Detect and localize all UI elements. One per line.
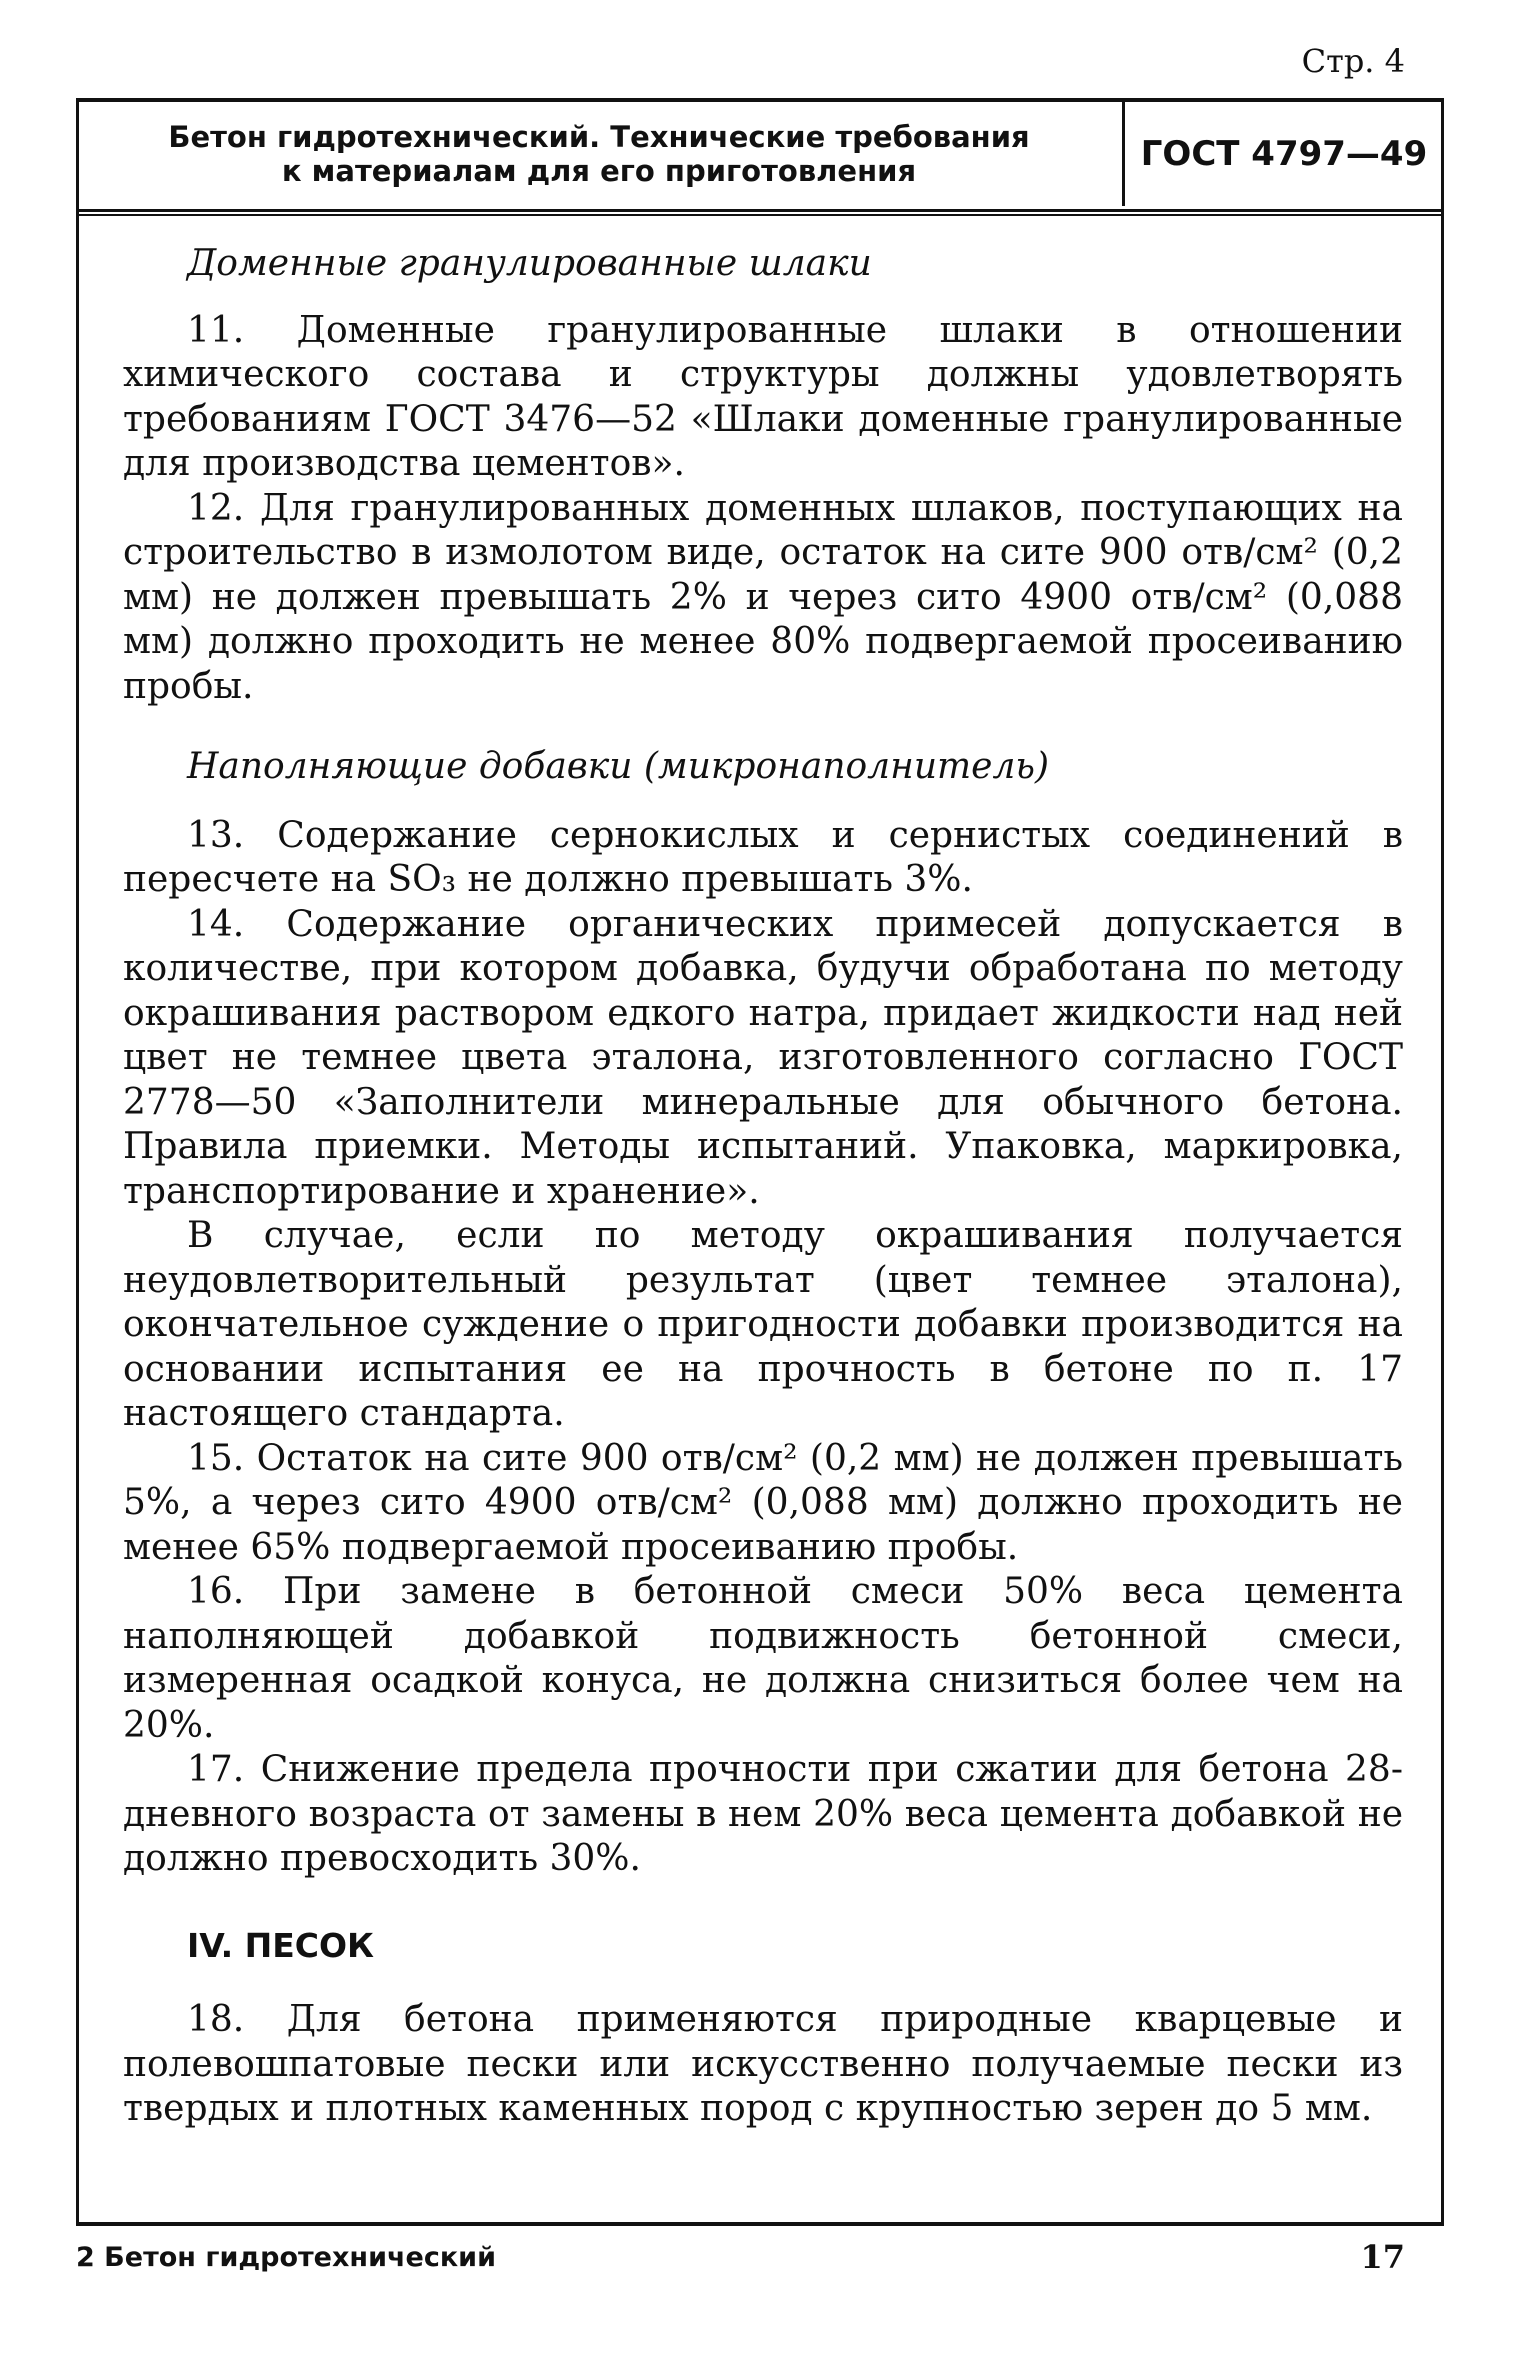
paragraph-13: 13. Содержание сернокислых и сернистых соединений в пересчете на SO₃ не должно превышать 3%. [123,814,1403,900]
page-frame [76,98,1444,2226]
paragraph-16: 16. При замене в бетонной смеси 50% веса цемента наполняющей добавкой подвижность бетонной смеси, измеренная осадкой конуса, не должна снизиться более чем на 20%. [123,1571,1403,1746]
header-title-line2: к материалам для его приготовления [281,154,917,188]
paragraph-11: 11. Доменные гранулированные шлаки в отношении химического состава и структуры должны удовлетворять требованиям ГОСТ 3476—52 «Шлаки доменные гранулированные для производства цементов». [123,309,1403,484]
paragraph-15: 15. Остаток на сите 900 отв/см² (0,2 мм) не должен превышать 5%, а через сито 4900 отв/см² (0,088 мм) должно проходить не менее 65% подвергаемой просеиванию пробы. [123,1437,1403,1568]
header-title-line1: Бетон гидротехнический. Технические требования [168,120,1030,154]
standard-code: ГОСТ 4797—49 [1140,134,1428,174]
paragraph-14: 14. Содержание органических примесей допускается в количестве, при котором добавка, будучи обработана по методу окрашивания раствором едкого натра, придает жидкости над ней цвет не темнее цвета эталона, изготовленного согласно ГОСТ 2778—50 «Заполнители минеральные для обычного бетона. Правила приемки. Методы испытаний. Упаковка, маркировка, транспортирование и хранение». [123,903,1403,1212]
paragraph-18: 18. Для бетона применяются природные кварцевые и полевошпатовые пески или искусственно получаемые пески из твердых и плотных каменных пород с крупностью зерен до 5 мм. [123,1999,1403,2129]
page-number: 17 [1360,2238,1405,2276]
header-rule [79,214,1441,216]
paragraph-12: 12. Для гранулированных доменных шлаков, поступающих на строительство в измолотом виде, остаток на сите 900 отв/см² (0,2 мм) не должен превышать 2% и через сито 4900 отв/см² (0,088 мм) должно проходить не менее 80% подвергаемой просеиванию пробы. [123,487,1403,707]
footer-signature: 2 Бетон гидротехнический [76,2242,497,2273]
section-title-sand: IV. ПЕСОК [187,1925,374,1965]
document-body [123,242,1403,2132]
header-title [79,120,1119,188]
section-title-filler: Наполняющие добавки (микронаполнитель) [187,746,1050,787]
paragraph-14-note: В случае, если по методу окрашивания получается неудовлетворительный результат (цвет темнее эталона), окончательное суждение о пригодности добавки производится на основании испытания ее на прочность в бетоне по п. 17 настоящего стандарта. [123,1215,1403,1434]
page-label: Стр. 4 [1301,42,1405,80]
document-header [79,102,1441,212]
paragraph-17: 17. Снижение предела прочности при сжатии для бетона 28-дневного возраста от замены в нем 20% веса цемента добавкой не должно превосходить 30%. [123,1749,1403,1879]
section-title-slag: Доменные гранулированные шлаки [187,243,872,284]
